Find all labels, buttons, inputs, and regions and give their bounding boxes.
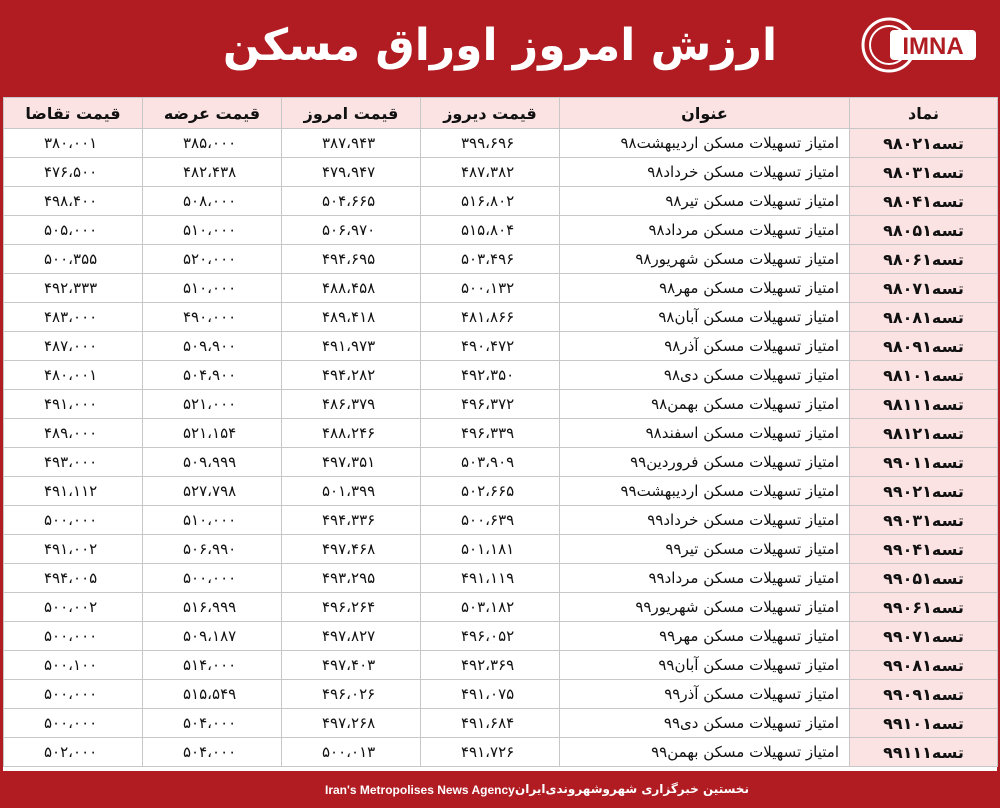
cell-today-price: ۴۸۹،۴۱۸ — [282, 303, 421, 332]
cell-symbol: تسه۹۹۰۴۱ — [850, 535, 998, 564]
column-header-offer-price: قیمت عرضه — [143, 98, 282, 129]
table-row — [4, 738, 998, 767]
cell-title: امتیاز تسهیلات مسکن دی۹۹ — [560, 709, 850, 738]
cell-demand-price: ۵۰۲،۰۰۰ — [4, 738, 143, 767]
cell-demand-price: ۴۸۹،۰۰۰ — [4, 419, 143, 448]
cell-symbol: تسه۹۸۰۳۱ — [850, 158, 998, 187]
cell-offer-price: ۳۸۵،۰۰۰ — [143, 129, 282, 158]
cell-offer-price: ۴۹۰،۰۰۰ — [143, 303, 282, 332]
cell-symbol: تسه۹۸۰۷۱ — [850, 274, 998, 303]
table-row — [4, 361, 998, 390]
cell-offer-price: ۵۲۷،۷۹۸ — [143, 477, 282, 506]
table-row — [4, 187, 998, 216]
cell-today-price: ۴۹۷،۳۵۱ — [282, 448, 421, 477]
cell-yesterday-price: ۴۸۱،۸۶۶ — [421, 303, 560, 332]
column-header-today-price: قیمت امروز — [282, 98, 421, 129]
cell-yesterday-price: ۴۹۶،۳۷۲ — [421, 390, 560, 419]
cell-demand-price: ۵۰۰،۰۰۰ — [4, 680, 143, 709]
page-title: ارزش امروز اوراق مسکن — [222, 20, 778, 71]
cell-offer-price: ۵۰۹،۹۰۰ — [143, 332, 282, 361]
cell-offer-price: ۵۰۹،۹۹۹ — [143, 448, 282, 477]
cell-symbol: تسه۹۹۱۱۱ — [850, 738, 998, 767]
cell-offer-price: ۵۲۰،۰۰۰ — [143, 245, 282, 274]
cell-demand-price: ۴۷۶،۵۰۰ — [4, 158, 143, 187]
table-row — [4, 332, 998, 361]
cell-today-price: ۴۹۴،۲۸۲ — [282, 361, 421, 390]
cell-symbol: تسه۹۸۰۵۱ — [850, 216, 998, 245]
cell-symbol: تسه۹۹۰۳۱ — [850, 506, 998, 535]
cell-symbol: تسه۹۸۰۶۱ — [850, 245, 998, 274]
cell-today-price: ۴۷۹،۹۴۷ — [282, 158, 421, 187]
cell-offer-price: ۵۰۹،۱۸۷ — [143, 622, 282, 651]
cell-title: امتیاز تسهیلات مسکن تیر۹۹ — [560, 535, 850, 564]
cell-offer-price: ۵۰۶،۹۹۰ — [143, 535, 282, 564]
table-row — [4, 477, 998, 506]
cell-demand-price: ۵۰۰،۳۵۵ — [4, 245, 143, 274]
cell-title: امتیاز تسهیلات مسکن شهریور۹۸ — [560, 245, 850, 274]
table-row — [4, 245, 998, 274]
cell-symbol: تسه۹۹۰۱۱ — [850, 448, 998, 477]
table-row — [4, 622, 998, 651]
cell-offer-price: ۵۰۴،۰۰۰ — [143, 709, 282, 738]
footer-english-text: Iran's Metropolises News Agency — [325, 783, 515, 797]
cell-offer-price: ۵۱۶،۹۹۹ — [143, 593, 282, 622]
cell-yesterday-price: ۵۰۳،۴۹۶ — [421, 245, 560, 274]
cell-title: امتیاز تسهیلات مسکن مهر۹۹ — [560, 622, 850, 651]
cell-symbol: تسه۹۹۰۷۱ — [850, 622, 998, 651]
cell-yesterday-price: ۴۹۶،۳۳۹ — [421, 419, 560, 448]
cell-demand-price: ۴۹۴،۰۰۵ — [4, 564, 143, 593]
table-row — [4, 448, 998, 477]
cell-symbol: تسه۹۸۰۴۱ — [850, 187, 998, 216]
cell-title: امتیاز تسهیلات مسکن مرداد۹۸ — [560, 216, 850, 245]
cell-today-price: ۴۹۷،۴۶۸ — [282, 535, 421, 564]
cell-yesterday-price: ۴۹۶،۰۵۲ — [421, 622, 560, 651]
column-header-demand-price: قیمت تقاضا — [4, 98, 143, 129]
cell-today-price: ۵۰۱،۳۹۹ — [282, 477, 421, 506]
cell-title: امتیاز تسهیلات مسکن آذر۹۸ — [560, 332, 850, 361]
header-banner — [0, 0, 1000, 96]
cell-title: امتیاز تسهیلات مسکن اسفند۹۸ — [560, 419, 850, 448]
table-row — [4, 506, 998, 535]
cell-title: امتیاز تسهیلات مسکن اردیبهشت۹۸ — [560, 129, 850, 158]
cell-demand-price: ۴۹۸،۴۰۰ — [4, 187, 143, 216]
cell-yesterday-price: ۴۹۱،۶۸۴ — [421, 709, 560, 738]
cell-offer-price: ۵۲۱،۱۵۴ — [143, 419, 282, 448]
table-row — [4, 274, 998, 303]
cell-yesterday-price: ۵۰۲،۶۶۵ — [421, 477, 560, 506]
cell-symbol: تسه۹۸۰۹۱ — [850, 332, 998, 361]
cell-symbol: تسه۹۸۰۲۱ — [850, 129, 998, 158]
cell-today-price: ۴۹۴،۳۳۶ — [282, 506, 421, 535]
cell-demand-price: ۳۸۰،۰۰۱ — [4, 129, 143, 158]
cell-today-price: ۴۸۶،۳۷۹ — [282, 390, 421, 419]
cell-today-price: ۴۸۸،۲۴۶ — [282, 419, 421, 448]
cell-yesterday-price: ۴۹۰،۴۷۲ — [421, 332, 560, 361]
cell-symbol: تسه۹۹۰۵۱ — [850, 564, 998, 593]
cell-today-price: ۴۹۳،۲۹۵ — [282, 564, 421, 593]
cell-yesterday-price: ۴۹۱،۷۲۶ — [421, 738, 560, 767]
footer-persian-text: نخستین خبرگزاری شهروشهروندی‌ایران — [515, 782, 749, 796]
cell-title: امتیاز تسهیلات مسکن آبان۹۸ — [560, 303, 850, 332]
cell-today-price: ۴۹۷،۲۶۸ — [282, 709, 421, 738]
cell-symbol: تسه۹۸۱۲۱ — [850, 419, 998, 448]
cell-yesterday-price: ۵۰۰،۶۳۹ — [421, 506, 560, 535]
cell-today-price: ۵۰۰،۰۱۳ — [282, 738, 421, 767]
cell-yesterday-price: ۵۰۰،۱۳۲ — [421, 274, 560, 303]
cell-offer-price: ۵۰۴،۰۰۰ — [143, 738, 282, 767]
cell-demand-price: ۵۰۰،۰۰۰ — [4, 506, 143, 535]
cell-offer-price: ۵۲۱،۰۰۰ — [143, 390, 282, 419]
column-header-yesterday-price: قیمت دیروز — [421, 98, 560, 129]
cell-yesterday-price: ۵۰۳،۱۸۲ — [421, 593, 560, 622]
logo-text: IMNA — [902, 33, 964, 60]
table-header-row — [4, 98, 998, 129]
cell-title: امتیاز تسهیلات مسکن دی۹۸ — [560, 361, 850, 390]
cell-demand-price: ۴۸۷،۰۰۰ — [4, 332, 143, 361]
cell-offer-price: ۵۰۴،۹۰۰ — [143, 361, 282, 390]
cell-demand-price: ۵۰۰،۰۰۰ — [4, 622, 143, 651]
table-row — [4, 651, 998, 680]
cell-yesterday-price: ۵۰۱،۱۸۱ — [421, 535, 560, 564]
table-row — [4, 709, 998, 738]
cell-today-price: ۴۹۶،۲۶۴ — [282, 593, 421, 622]
cell-today-price: ۵۰۶،۹۷۰ — [282, 216, 421, 245]
table-row — [4, 216, 998, 245]
cell-demand-price: ۵۰۰،۰۰۲ — [4, 593, 143, 622]
cell-title: امتیاز تسهیلات مسکن آذر۹۹ — [560, 680, 850, 709]
cell-symbol: تسه۹۹۰۲۱ — [850, 477, 998, 506]
cell-symbol: تسه۹۹۰۹۱ — [850, 680, 998, 709]
cell-today-price: ۴۹۴،۶۹۵ — [282, 245, 421, 274]
cell-demand-price: ۵۰۵،۰۰۰ — [4, 216, 143, 245]
cell-yesterday-price: ۴۸۷،۳۸۲ — [421, 158, 560, 187]
cell-title: امتیاز تسهیلات مسکن شهریور۹۹ — [560, 593, 850, 622]
cell-offer-price: ۵۱۰،۰۰۰ — [143, 216, 282, 245]
cell-yesterday-price: ۵۰۳،۹۰۹ — [421, 448, 560, 477]
table-row — [4, 303, 998, 332]
cell-demand-price: ۴۸۰،۰۰۱ — [4, 361, 143, 390]
cell-symbol: تسه۹۹۰۶۱ — [850, 593, 998, 622]
cell-title: امتیاز تسهیلات مسکن مرداد۹۹ — [560, 564, 850, 593]
footer — [0, 772, 1000, 808]
cell-symbol: تسه۹۹۱۰۱ — [850, 709, 998, 738]
cell-today-price: ۴۹۶،۰۲۶ — [282, 680, 421, 709]
table-body — [4, 129, 998, 767]
cell-today-price: ۳۸۷،۹۴۳ — [282, 129, 421, 158]
cell-offer-price: ۵۰۰،۰۰۰ — [143, 564, 282, 593]
cell-offer-price: ۴۸۲،۴۳۸ — [143, 158, 282, 187]
cell-title: امتیاز تسهیلات مسکن تیر۹۸ — [560, 187, 850, 216]
bonds-table — [3, 97, 998, 767]
table-row — [4, 129, 998, 158]
cell-demand-price: ۴۹۱،۰۰۲ — [4, 535, 143, 564]
column-header-symbol: نماد — [850, 98, 998, 129]
cell-demand-price: ۴۹۱،۱۱۲ — [4, 477, 143, 506]
table-row — [4, 680, 998, 709]
cell-demand-price: ۵۰۰،۰۰۰ — [4, 709, 143, 738]
cell-offer-price: ۵۱۰،۰۰۰ — [143, 274, 282, 303]
cell-demand-price: ۴۹۱،۰۰۰ — [4, 390, 143, 419]
table-row — [4, 158, 998, 187]
cell-demand-price: ۴۹۲،۳۳۳ — [4, 274, 143, 303]
cell-yesterday-price: ۴۹۲،۳۶۹ — [421, 651, 560, 680]
table-row — [4, 535, 998, 564]
cell-offer-price: ۵۱۴،۰۰۰ — [143, 651, 282, 680]
cell-offer-price: ۵۱۰،۰۰۰ — [143, 506, 282, 535]
cell-today-price: ۴۸۸،۴۵۸ — [282, 274, 421, 303]
cell-today-price: ۴۹۱،۹۷۳ — [282, 332, 421, 361]
cell-symbol: تسه۹۸۱۱۱ — [850, 390, 998, 419]
table-row — [4, 593, 998, 622]
cell-yesterday-price: ۴۹۲،۳۵۰ — [421, 361, 560, 390]
cell-today-price: ۴۹۷،۴۰۳ — [282, 651, 421, 680]
cell-symbol: تسه۹۸۱۰۱ — [850, 361, 998, 390]
cell-symbol: تسه۹۹۰۸۱ — [850, 651, 998, 680]
column-header-title: عنوان — [560, 98, 850, 129]
cell-title: امتیاز تسهیلات مسکن خرداد۹۹ — [560, 506, 850, 535]
imna-logo-icon — [860, 16, 980, 74]
table-row — [4, 419, 998, 448]
table-row — [4, 390, 998, 419]
cell-title: امتیاز تسهیلات مسکن آبان۹۹ — [560, 651, 850, 680]
cell-yesterday-price: ۵۱۶،۸۰۲ — [421, 187, 560, 216]
cell-yesterday-price: ۴۹۱،۰۷۵ — [421, 680, 560, 709]
cell-offer-price: ۵۰۸،۰۰۰ — [143, 187, 282, 216]
cell-offer-price: ۵۱۵،۵۴۹ — [143, 680, 282, 709]
cell-today-price: ۵۰۴،۶۶۵ — [282, 187, 421, 216]
cell-yesterday-price: ۴۹۱،۱۱۹ — [421, 564, 560, 593]
bonds-table-container — [3, 97, 997, 771]
cell-title: امتیاز تسهیلات مسکن بهمن۹۹ — [560, 738, 850, 767]
cell-demand-price: ۴۹۳،۰۰۰ — [4, 448, 143, 477]
cell-symbol: تسه۹۸۰۸۱ — [850, 303, 998, 332]
cell-demand-price: ۴۸۳،۰۰۰ — [4, 303, 143, 332]
cell-title: امتیاز تسهیلات مسکن فروردین۹۹ — [560, 448, 850, 477]
cell-yesterday-price: ۳۹۹،۶۹۶ — [421, 129, 560, 158]
cell-yesterday-price: ۵۱۵،۸۰۴ — [421, 216, 560, 245]
cell-today-price: ۴۹۷،۸۲۷ — [282, 622, 421, 651]
cell-title: امتیاز تسهیلات مسکن بهمن۹۸ — [560, 390, 850, 419]
table-row — [4, 564, 998, 593]
cell-title: امتیاز تسهیلات مسکن مهر۹۸ — [560, 274, 850, 303]
cell-title: امتیاز تسهیلات مسکن خرداد۹۸ — [560, 158, 850, 187]
cell-title: امتیاز تسهیلات مسکن اردیبهشت۹۹ — [560, 477, 850, 506]
cell-demand-price: ۵۰۰،۱۰۰ — [4, 651, 143, 680]
